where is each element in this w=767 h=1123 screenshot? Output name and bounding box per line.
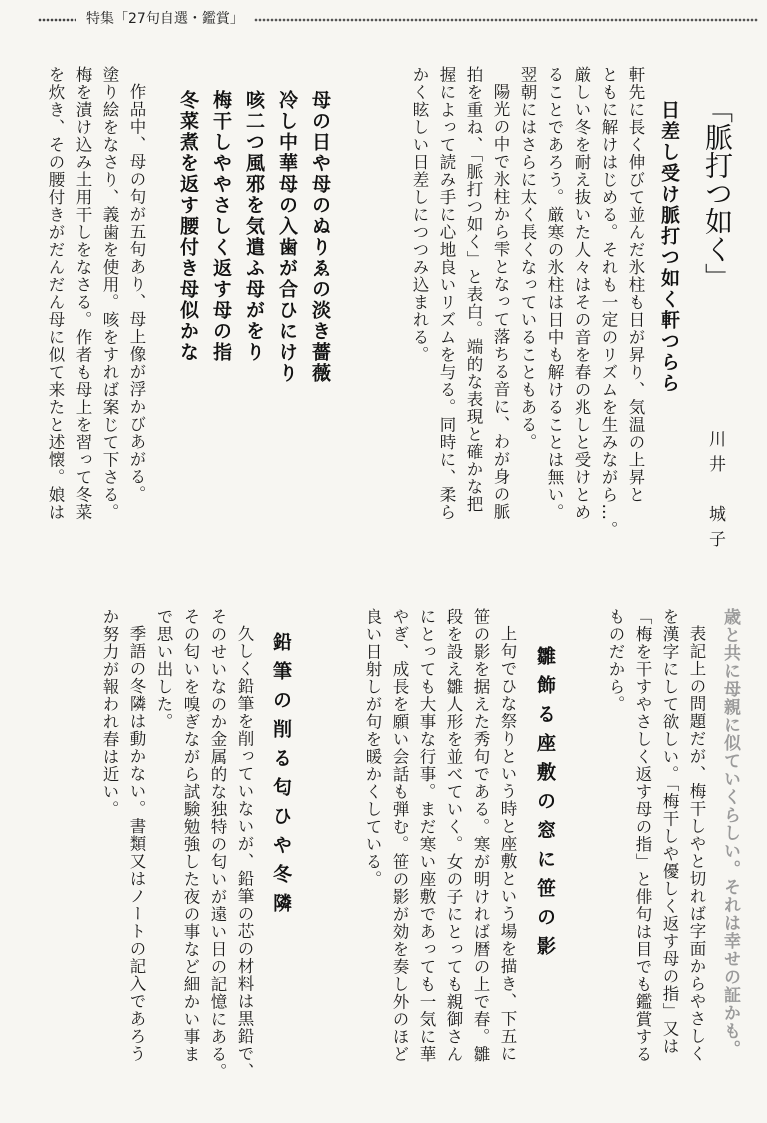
text-line: 翌朝にはさらに太く長くなっていることもある。 [518,66,537,451]
haiku-line: 冬菜煮を返す腰付き母似かな [177,90,199,363]
haiku-line: 冷し中華母の入歯が合ひにけり [276,90,298,384]
author-name: 川井 城子 [705,430,725,555]
text-line: 握によって読み手に心地良いリズムを与る。同時に、柔ら [437,66,456,521]
haiku-line: 咳二つ風邪を気遣ふ母がをり [243,90,265,363]
lower-commentary-3 [68,608,258,1118]
pull-quote: 歳と共に母親に似ていくらしい。それは幸せの証かも。 [720,608,740,1058]
upper-commentary-1 [381,66,649,598]
text-line: 表記上の問題だが、梅干しやと切れば字面からやさしく [687,624,706,1062]
lower-commentary-1 [598,608,710,1118]
text-line: 久しく鉛筆を削っていないが、鉛筆の芯の材料は黒鉛で、 [235,624,254,1080]
text-line: そのせいなのか金属的な独特の匂いが遠い日の記憶にある。 [208,608,227,1081]
text-line: 段を設え雛人形を並べていく。女の子にとっても親御さん [444,608,463,1063]
page-header [38,8,758,30]
text-line: を漢字にして欲しい。「梅干しや優しく返す母の指」又は [660,608,679,1055]
upper-commentary-2 [34,66,150,598]
text-line: で思い出した。 [154,608,173,731]
text-line: か努力が報われ春は近い。 [100,608,119,818]
text-line: ることであろう。厳寒の氷柱は日中も解けることは無い。 [545,66,564,521]
text-line: 作品中、母の句が五句あり、母上像が浮かびあがる。 [127,82,146,503]
haiku-2: 雛飾る座敷の窓に笹の影 [534,646,556,965]
haiku-3: 鉛筆の削る匂ひや冬隣 [270,632,292,922]
header-dots-left [38,18,76,22]
haiku-line: 母の日や母のぬりゑの淡き薔薇 [309,90,331,384]
text-line: かく眩しい日差しにつつみ込まれる。 [410,66,429,364]
text-line: ものだから。 [606,608,625,713]
text-line: 梅を漬け込み土用干しをなさる。作者も母上を習って冬菜 [73,66,92,521]
text-line: やぎ、成長を願い会話も弾む。笹の影が効を奏し外のほど [390,608,409,1063]
text-line: 良い日射しが句を暖かくしている。 [363,608,382,888]
text-line: ともに解けはじめる。それも一定のリズムを生みながら…。 [599,66,618,539]
text-line: 軒先に長く伸びて並んだ氷柱も日が昇り、気温の上昇と [626,66,645,504]
text-line: 「梅を干すやさしく返す母の指」と俳句は目でも鑑賞する [633,608,652,1063]
header-title: 特集「27句自選・鑑賞」 [86,11,244,27]
article-title: 「脈打つ如く」 [701,95,734,291]
haiku-line: 梅干しややさしく返す母の指 [210,90,232,363]
text-line: 季語の冬隣は動かない。書類又はノートの記入であろう [127,624,146,1062]
text-line: その匂いを嗅ぎながら試験勉強した夜の事など細かい事ま [181,608,200,1063]
lower-commentary-2 [331,608,521,1118]
text-line: 陽光の中で氷柱から雫となって落ちる音に、わが身の脈 [491,82,510,520]
text-line: にとっても大事な行事。まだ寒い座敷であっても一気に華 [417,608,436,1063]
haiku-group [160,90,336,470]
text-line: 塗り絵をなさり、義歯を使用。咳をすれば案じて下さる。 [100,66,119,521]
text-line: 厳しい冬を耐え抜いた人々はその音を春の兆しと受けとめ [572,66,591,521]
text-line: 笹の影を据えた秀句である。寒が明ければ暦の上で春。雛 [471,608,490,1063]
text-line: 拍を重ね、「脈打つ如く」と表白。端的な表現と確かな把 [464,66,483,513]
header-dots-right [254,18,758,22]
text-line: を炊き、その腰付きがだんだん母に似て来たと述懐。娘は [46,66,65,521]
text-line: 上句でひな祭りという時と座敷という場を描き、下五に [498,624,517,1062]
haiku-1: 日差し受け脈打つ如く軒つらら [658,100,680,394]
